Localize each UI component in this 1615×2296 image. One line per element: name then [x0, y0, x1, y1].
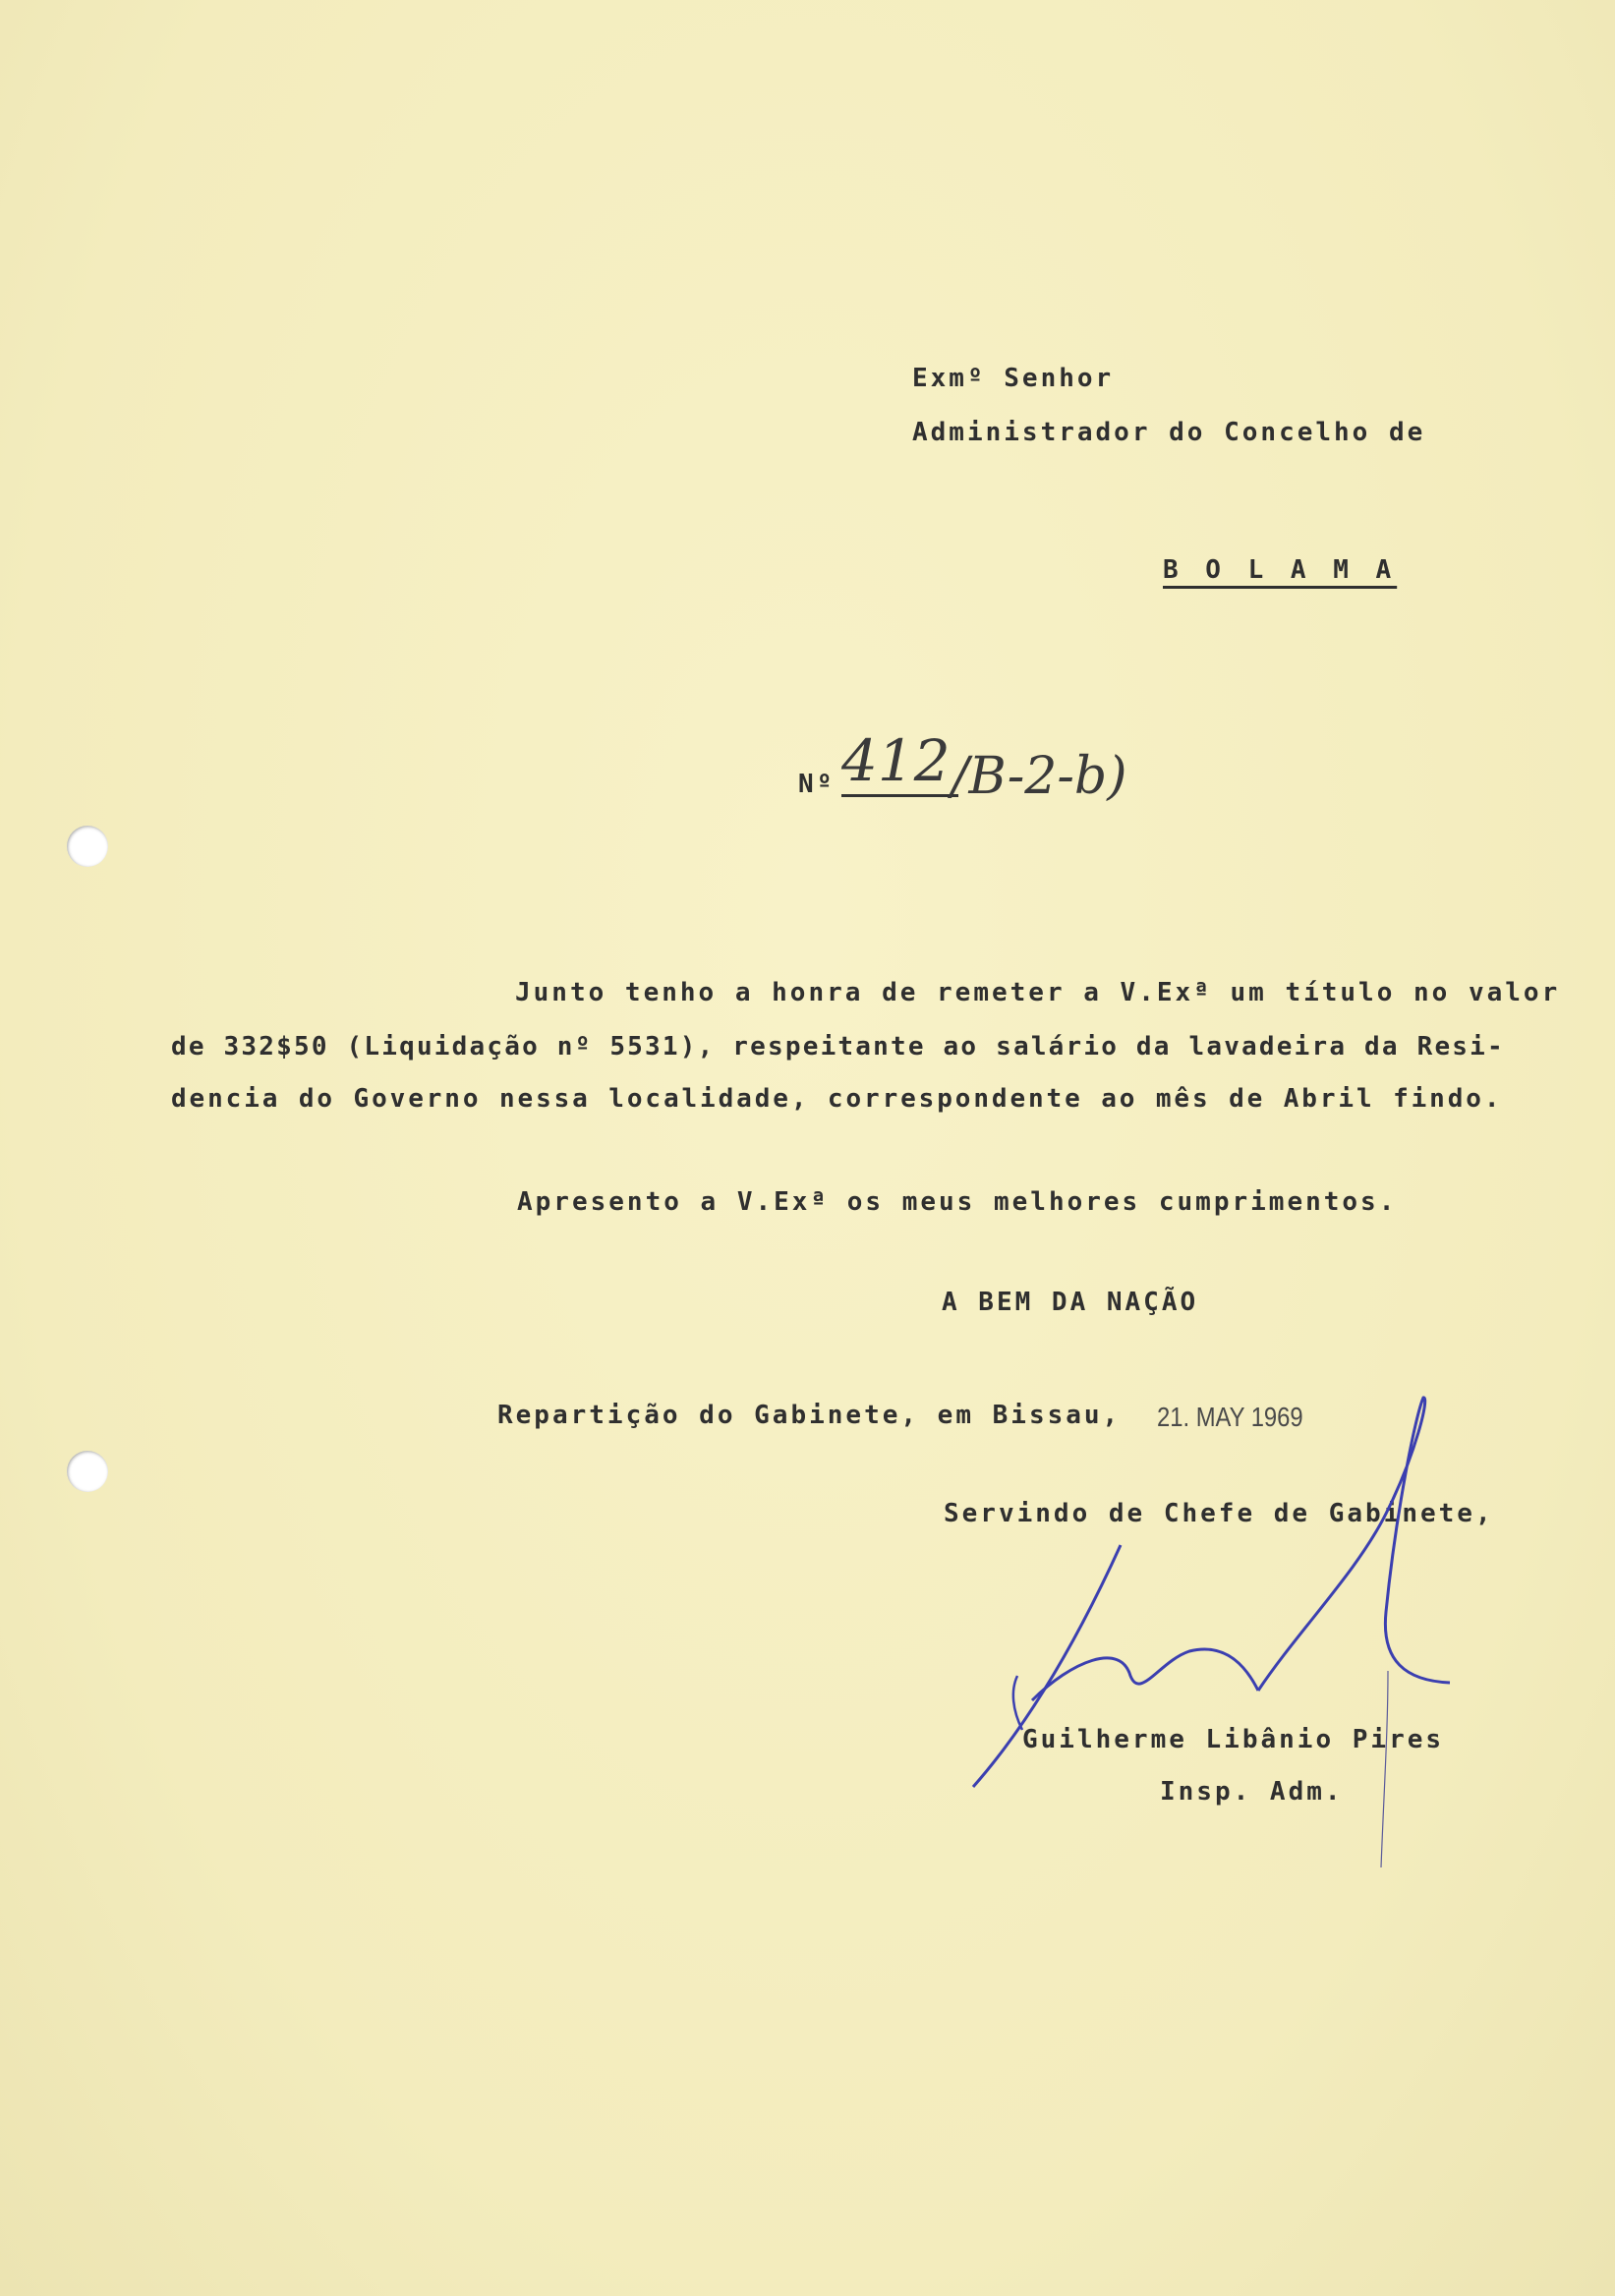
reference-prefix: Nº: [798, 770, 836, 799]
date-stamp: 21. MAY 1969: [1157, 1402, 1303, 1432]
salutation: Exmº Senhor: [912, 364, 1115, 393]
reference-code: /B-2-b): [952, 747, 1127, 806]
body-line-3: dencia do Governo nessa localidade, correspondente ao mês de Abril findo.: [171, 1084, 1503, 1114]
reference-number: 412: [841, 727, 958, 797]
signatory-name: Guilherme Libânio Pires: [1022, 1725, 1445, 1754]
recipient-line: Administrador do Concelho de: [912, 418, 1426, 447]
body-line-1: Junto tenho a honra de remeter a V.Exª um título no valor: [515, 978, 1561, 1007]
motto: A BEM DA NAÇÃO: [942, 1288, 1199, 1317]
body-line-2: de 332$50 (Liquidação nº 5531), respeitante ao salário da lavadeira da Resi-: [171, 1032, 1505, 1062]
signatory-title: Insp. Adm.: [1160, 1777, 1344, 1807]
recipient-place: B O L A M A: [1163, 555, 1398, 585]
signature-role: Servindo de Chefe de Gabinete,: [944, 1499, 1494, 1528]
dateline: Repartição do Gabinete, em Bissau,: [497, 1401, 1122, 1430]
closing-line: Apresento a V.Exª os meus melhores cumprimentos.: [517, 1187, 1398, 1217]
